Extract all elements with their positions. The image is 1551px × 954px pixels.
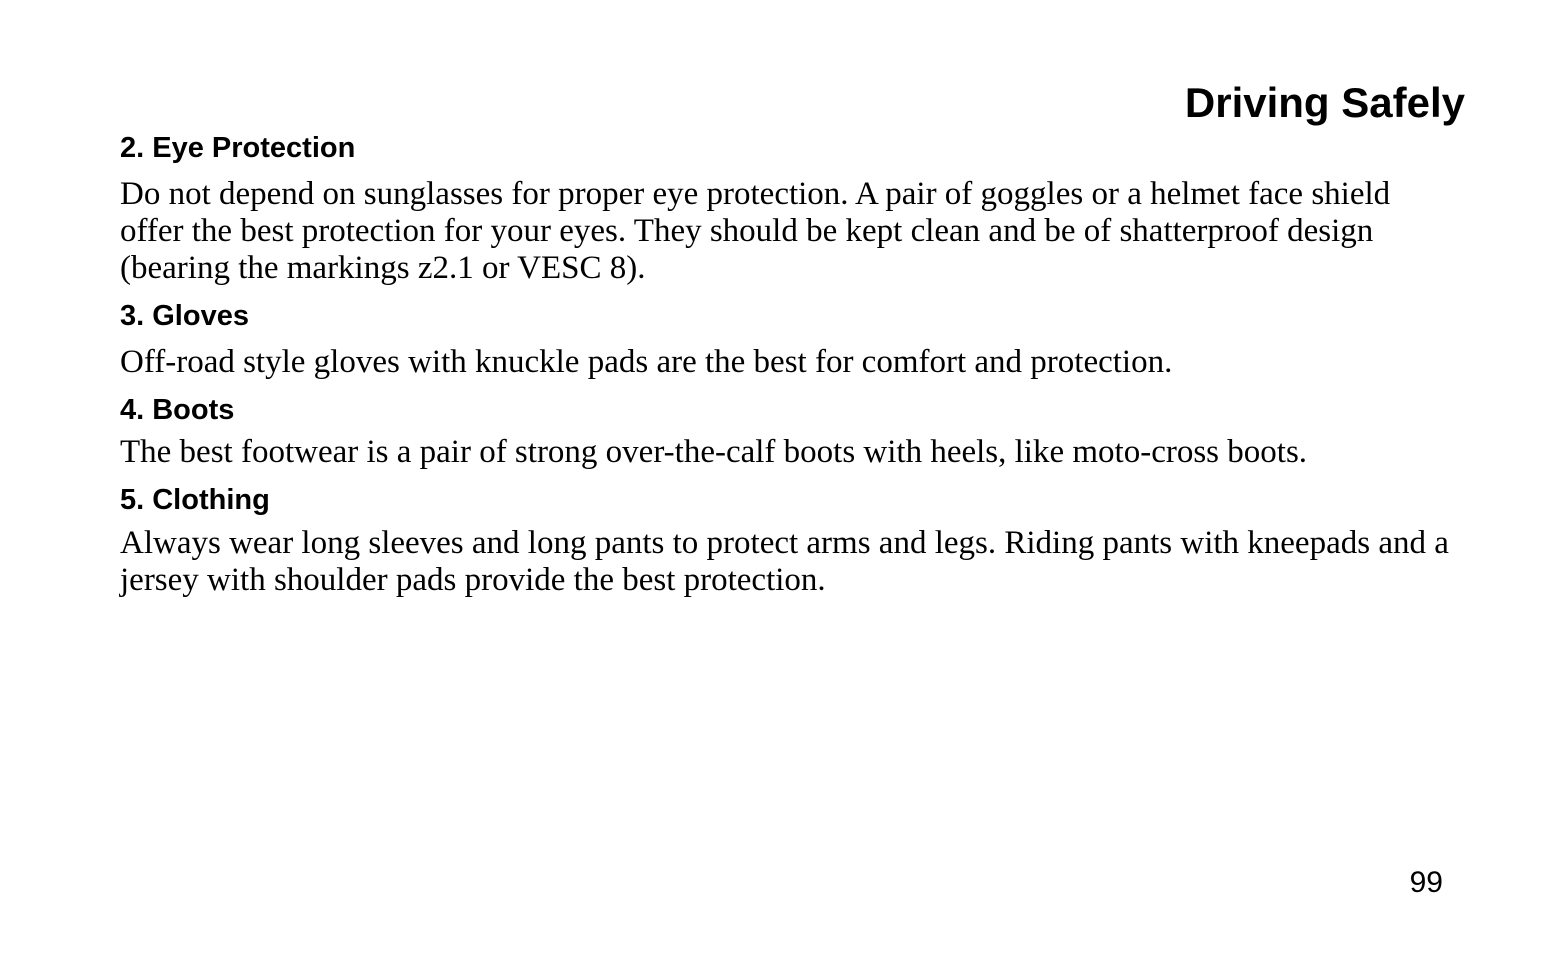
section-heading-clothing: 5. Clothing bbox=[120, 484, 270, 516]
section-clothing bbox=[120, 478, 1460, 599]
page-content bbox=[120, 126, 1460, 606]
section-body-eye-protection: Do not depend on sunglasses for proper eye protection. A pair of goggles or a helmet face shield offer the best protection for your eyes. They should be kept clean and be of shatterproof design (bearing the markings z2.1 or VESC 8). bbox=[120, 176, 1391, 286]
section-heading-eye-protection: 2. Eye Protection bbox=[120, 132, 356, 164]
section-body-boots: The best footwear is a pair of strong over-the-calf boots with heels, like moto-cross boots. bbox=[120, 434, 1308, 470]
section-boots bbox=[120, 388, 1460, 471]
section-eye-protection bbox=[120, 126, 1460, 287]
section-heading-gloves: 3. Gloves bbox=[120, 300, 249, 332]
section-body-gloves: Off-road style gloves with knuckle pads are the best for comfort and protection. bbox=[120, 344, 1173, 380]
page-number: 99 bbox=[1409, 866, 1443, 899]
page-title: Driving Safely bbox=[1184, 79, 1465, 126]
section-gloves bbox=[120, 294, 1460, 381]
section-heading-boots: 4. Boots bbox=[120, 394, 235, 426]
section-body-clothing: Always wear long sleeves and long pants to protect arms and legs. Riding pants with kneepads and a jersey with shoulder pads provide the best protection. bbox=[120, 525, 1449, 598]
